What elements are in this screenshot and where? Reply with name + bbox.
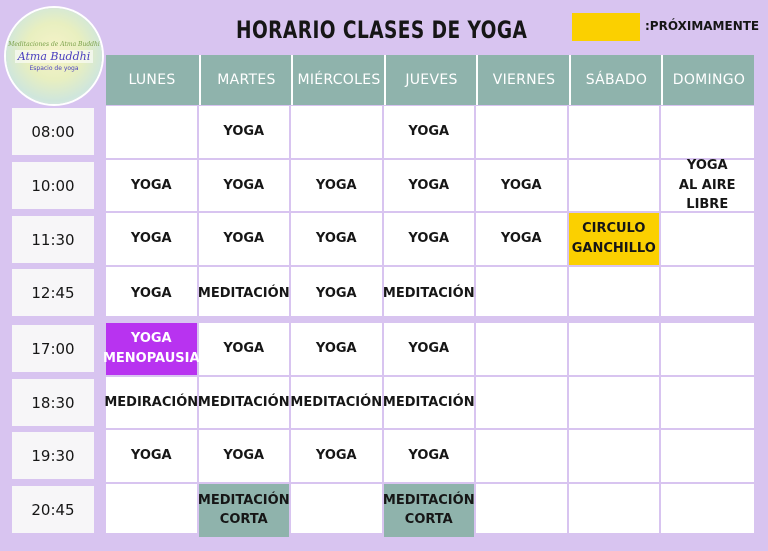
class-cell: YOGA — [291, 430, 384, 484]
class-cell — [569, 267, 662, 321]
class-cell — [476, 484, 569, 538]
class-cell — [291, 484, 384, 538]
class-cell — [661, 267, 754, 321]
class-cell: YOGA — [291, 267, 384, 321]
class-cell — [291, 106, 384, 160]
day-header-0: LUNES — [128, 72, 176, 88]
class-cell: CIRCULO GANCHILLO — [569, 213, 662, 267]
class-cell: YOGA — [199, 213, 292, 267]
class-cell: MEDIRACIÓN — [106, 377, 199, 431]
time-slot-7: 20:45 — [12, 486, 94, 533]
legend-label: :PRÓXIMAMENTE — [645, 19, 760, 33]
class-cell — [476, 377, 569, 431]
schedule-grid-morning — [106, 106, 754, 316]
class-cell: YOGA — [384, 160, 477, 214]
class-cell: YOGA — [384, 106, 477, 160]
class-cell — [661, 484, 754, 538]
class-cell: YOGA — [199, 430, 292, 484]
page-title: HORARIO CLASES DE YOGA — [236, 16, 528, 44]
class-cell: YOGA MENOPAUSIA — [106, 323, 199, 377]
day-header-5: SÁBADO — [569, 55, 663, 105]
logo-name: Atma Buddhi — [15, 50, 94, 63]
class-cell — [569, 106, 662, 160]
class-cell — [569, 323, 662, 377]
class-cell: YOGA — [106, 160, 199, 214]
class-cell: YOGA — [291, 323, 384, 377]
day-header-row — [106, 55, 754, 105]
logo-subtitle: Espacio de yoga — [29, 64, 79, 72]
class-cell: MEDITACIÓN CORTA — [199, 484, 292, 538]
class-cell: MEDITACIÓN — [291, 377, 384, 431]
class-cell: MEDITACIÓN — [199, 377, 292, 431]
time-slot-0: 08:00 — [12, 108, 94, 155]
class-cell: MEDITACIÓN — [199, 267, 292, 321]
time-slot-1: 10:00 — [12, 162, 94, 209]
class-cell — [106, 106, 199, 160]
schedule-grid-evening — [102, 323, 754, 533]
class-cell — [661, 323, 754, 377]
class-cell: YOGA — [384, 430, 477, 484]
logo-arc-text: Meditaciones de Atma Buddhi — [8, 40, 100, 48]
time-slot-4: 17:00 — [12, 325, 94, 372]
class-cell — [661, 213, 754, 267]
day-header-2: MIÉRCOLES — [291, 55, 385, 105]
time-slot-2: 11:30 — [12, 216, 94, 263]
class-cell: YOGA — [106, 430, 199, 484]
class-cell: MEDITACIÓN — [384, 377, 477, 431]
class-cell — [106, 484, 199, 538]
class-cell: MEDITACIÓN CORTA — [384, 484, 477, 538]
class-cell — [476, 267, 569, 321]
legend-swatch — [572, 13, 640, 41]
time-slot-5: 18:30 — [12, 379, 94, 426]
class-cell: YOGA — [106, 267, 199, 321]
class-cell: YOGA — [106, 213, 199, 267]
day-header-3: JUEVES — [384, 55, 478, 105]
day-header-4: VIERNES — [476, 55, 570, 105]
class-cell — [476, 106, 569, 160]
class-cell — [661, 106, 754, 160]
class-cell: YOGA — [384, 213, 477, 267]
class-cell: YOGA — [291, 160, 384, 214]
class-cell: YOGA — [476, 213, 569, 267]
class-cell — [476, 430, 569, 484]
class-cell: YOGA — [199, 160, 292, 214]
class-cell — [569, 377, 662, 431]
day-header-6: DOMINGO — [661, 55, 755, 105]
class-cell — [661, 377, 754, 431]
class-cell: YOGA — [199, 106, 292, 160]
class-cell: YOGA — [384, 323, 477, 377]
day-header-1: MARTES — [199, 55, 293, 105]
class-cell — [661, 430, 754, 484]
class-cell: YOGA — [476, 160, 569, 214]
class-cell — [569, 160, 662, 214]
class-cell — [569, 484, 662, 538]
class-cell — [569, 430, 662, 484]
class-cell: MEDITACIÓN — [384, 267, 477, 321]
time-slot-6: 19:30 — [12, 432, 94, 479]
atma-buddhi-logo — [6, 8, 102, 104]
class-cell: YOGA — [199, 323, 292, 377]
class-cell: YOGA — [291, 213, 384, 267]
time-slot-3: 12:45 — [12, 269, 94, 316]
class-cell — [476, 323, 569, 377]
class-cell: YOGA AL AIRE LIBRE — [661, 160, 754, 214]
